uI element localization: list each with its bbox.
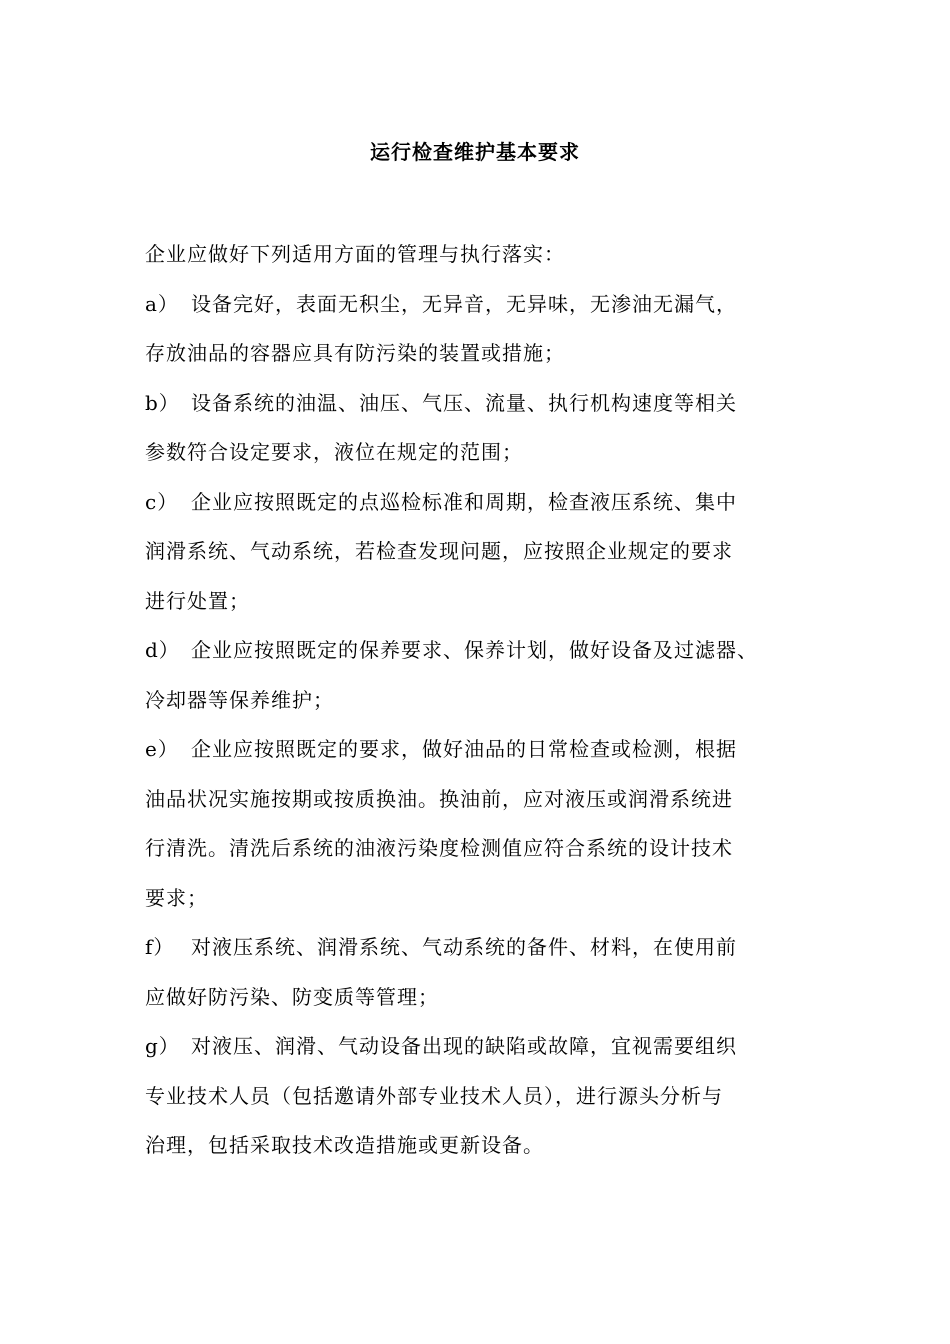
list-item-text: 油品状况实施按期或按质换油。换油前，应对液压或润滑系统进	[145, 786, 733, 811]
document-title: 运行检查维护基本要求	[370, 140, 580, 164]
list-item-text: 企业应按照既定的要求，做好油品的日常检查或检测，根据	[191, 737, 737, 761]
list-item-text: 设备系统的油温、油压、气压、流量、执行机构速度等相关	[191, 390, 737, 415]
list-marker: b）	[145, 390, 180, 415]
list-item-text: 对液压系统、润滑系统、气动系统的备件、材料，在使用前	[191, 935, 737, 959]
list-item-text: 存放油品的容器应具有防污染的装置或措施；	[145, 341, 565, 365]
list-marker: e）	[145, 737, 179, 761]
list-marker: a）	[145, 291, 179, 316]
list-item-text: 企业应按照既定的保养要求、保养计划，做好设备及过滤器、	[191, 638, 758, 662]
list-item-d	[145, 626, 815, 725]
list-marker: f）	[145, 935, 175, 959]
list-item-text: 冷却器等保养维护；	[145, 687, 334, 712]
list-item-text: 专业技术人员（包括邀请外部专业技术人员），进行源头分析与	[145, 1083, 723, 1108]
list-marker: g）	[145, 1034, 180, 1058]
list-item-f	[145, 923, 815, 1022]
list-item-text: 设备完好，表面无积尘，无异音，无异味，无渗油无漏气，	[191, 291, 737, 316]
list-item-text: 企业应按照既定的点巡检标准和周期，检查液压系统、集中	[191, 489, 737, 514]
list-item-c	[145, 478, 815, 627]
list-item-text: 治理，包括采取技术改造措施或更新设备。	[145, 1133, 544, 1157]
list-marker: d）	[145, 638, 180, 662]
list-item-text: 应做好防污染、防变质等管理；	[145, 984, 439, 1009]
list-item-text: 进行处置；	[145, 588, 250, 613]
list-item-text: 行清洗。清洗后系统的油液污染度检测值应符合系统的设计技术	[145, 836, 733, 860]
list-item-text: 润滑系统、气动系统，若检查发现问题，应按照企业规定的要求	[145, 539, 733, 563]
list-item-a	[145, 280, 815, 379]
list-item-e	[145, 725, 815, 923]
list-marker: c）	[145, 489, 179, 514]
list-item-g	[145, 1022, 815, 1171]
list-item-text: 要求；	[145, 885, 208, 910]
intro-paragraph: 企业应做好下列适用方面的管理与执行落实：	[145, 242, 565, 266]
list-item-b	[145, 379, 815, 478]
document-body	[145, 230, 815, 1171]
list-item-text: 对液压、润滑、气动设备出现的缺陷或故障，宜视需要组织	[191, 1034, 737, 1058]
list-item-text: 参数符合设定要求，液位在规定的范围；	[145, 440, 523, 464]
